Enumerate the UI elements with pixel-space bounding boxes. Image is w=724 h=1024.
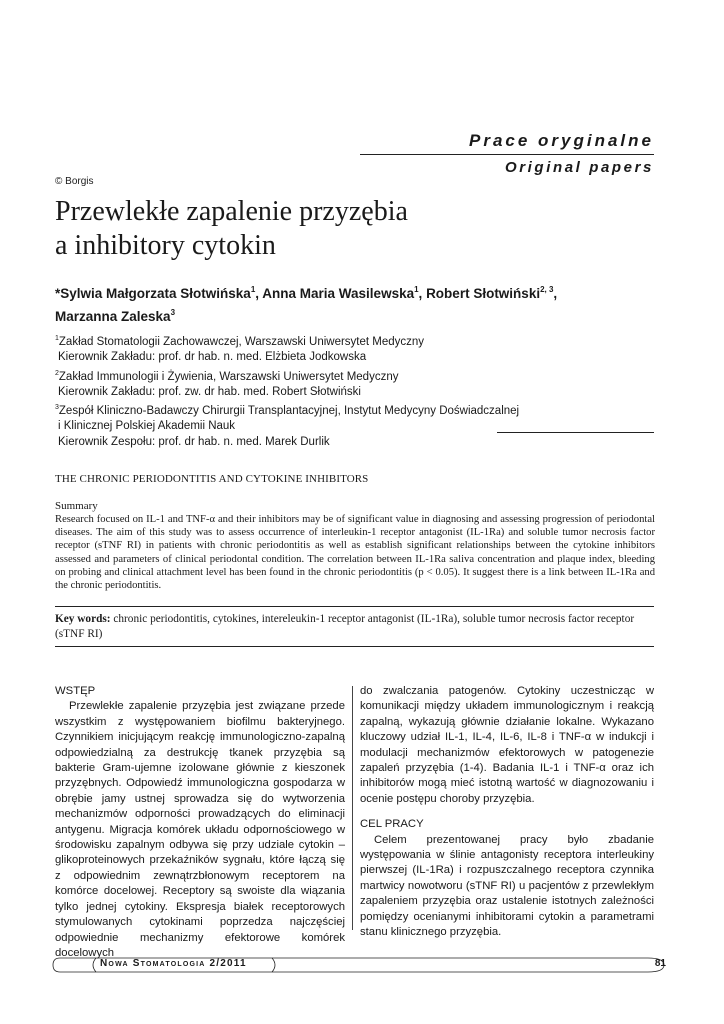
author-name: Marzanna Zaleska — [55, 309, 171, 324]
keywords-bottom-rule — [55, 646, 654, 647]
affiliation-1-head: Kierownik Zakładu: prof. dr hab. n. med. Elżbieta Jodkowska — [58, 351, 367, 364]
column-divider — [352, 686, 353, 930]
aim-paragraph: Celem prezentowanej pracy było zbadanie występowania w ślinie antagonisty receptora interleukiny pierwszej (IL-1Ra) i rozpuszczalnego receptora czynnika martwicy nowotworu (sTNF RI) u pacjentów z przewlekłym zapaleniem przyzębia oraz ustalenie istotnych zależności pomiędzy ocenianymi inhibitorami cytokin a parametrami stanu klinicznego przyzębia. — [360, 833, 654, 939]
aim-heading: CEL PRACY — [360, 818, 424, 831]
keywords-top-rule — [55, 606, 654, 607]
affiliation-text: Zakład Stomatologii Zachowawczej, Warszawski Uniwersytet Medyczny — [58, 336, 425, 348]
article-title — [55, 195, 408, 263]
title-line-1: Przewlekłe zapalenie przyzębia — [55, 196, 408, 227]
author-list — [55, 280, 655, 326]
author-name: Robert Słotwiński — [426, 286, 541, 301]
copyright-notice: © Borgis — [55, 176, 94, 187]
affiliation-3-head: Kierownik Zespołu: prof. dr hab. n. med. Marek Durlik — [58, 435, 330, 448]
body-column-right — [360, 684, 654, 941]
english-title: THE CHRONIC PERIODONTITIS AND CYTOKINE INHIBITORS — [55, 473, 369, 485]
journal-name: Nowa Stomatologia 2/2011 — [100, 958, 247, 969]
intro-paragraph: Przewlekłe zapalenie przyzębia jest związane przede wszystkim z występowaniem biofilmu bakteryjnego. Czynnikiem inicjującym reakcję immunologiczno-zapalną odpowiedzialną za destrukcję tkanek przyzębia są bakterie Gram-ujemne izolowane głównie z kieszonek przyzębnych. Odpowiedź immunologiczna gospodarza w obrębie jamy ustnej sprowadza się do wytworzenia mechanizmów odporności prowadzących do eliminacji antygenu. Migracja komórek układu odpornościowego w środowisku zapalnym odbywa się przy udziale cytokin – glikoproteinowych przekaźników sygnału, które łączą się z odpowiednim zewnątrzbłonowym receptorem na komórce docelowej. Receptory są swoiste dla wiązania tylko jednej cytokiny. Ekspresja białek receptorowych stymulowanych cytokinami poprzedza najczęściej odpowiednie mechanizmy efektorowe komórek docelowych — [55, 700, 345, 959]
affiliation-divider — [497, 432, 654, 433]
body-column-left — [55, 684, 345, 961]
affiliation-mark: 1 — [55, 335, 59, 342]
title-line-2: a inhibitory cytokin — [55, 230, 276, 261]
author-name: Anna Maria Wasilewska — [262, 286, 415, 301]
affiliation-mark: 3 — [55, 404, 59, 412]
affiliation-1 — [55, 331, 519, 350]
author-separator: , — [553, 286, 558, 301]
keywords-label: Key words: — [55, 613, 111, 625]
section-label-english: Original papers — [504, 159, 654, 176]
author-affiliation-mark: 3 — [170, 308, 176, 317]
author-name: *Sylwia Małgorzata Słotwińska — [55, 286, 251, 301]
keywords-text: chronic periodontitis, cytokines, intereleukin-1 receptor antagonist (IL-1Ra), soluble tumor necrosis factor receptor (sTNF RI) — [55, 613, 635, 640]
author-affiliation-mark: 1 — [250, 285, 256, 294]
author-affiliation-mark: 1 — [414, 285, 419, 294]
affiliation-3 — [55, 400, 519, 419]
affiliation-3-continuation: i Klinicznej Polskiej Akademii Nauk — [58, 420, 236, 433]
affiliation-text: Zespół Kliniczno-Badawczy Chirurgii Transplantacyjnej, Instytut Medycyny Doświadczalnej — [58, 405, 520, 418]
intro-heading: WSTĘP — [55, 685, 96, 697]
author-separator: , — [418, 286, 427, 301]
affiliation-2 — [55, 366, 519, 385]
affiliations — [55, 331, 519, 450]
summary-heading: Summary — [55, 500, 98, 512]
page-number: 81 — [654, 958, 666, 969]
intro-paragraph-continued: do zwalczania patogenów. Cytokiny uczestnicząc w komunikacji między układem immunologicznym i reakcją zapalną, wykazują głównie działanie lokalne. Wykazano kluczowy udział IL-1, IL-4, IL-6, IL-8 i TNF-α w indukcji i modulacji mechanizmów efektorowych w patogenezie zapaleń przyzębia (1-4). Badania IL-1 i TNF-α oraz ich inhibitorów mogą mieć istotną wartość w diagnozowaniu i ocenie postępu choroby przyzębia. — [360, 685, 654, 805]
author-separator: , — [255, 286, 263, 301]
affiliation-mark: 2 — [55, 369, 59, 377]
affiliation-2-head: Kierownik Zakładu: prof. zw. dr hab. med. Robert Słotwiński — [58, 385, 361, 398]
summary-text: Research focused on IL-1 and TNF-α and their inhibitors may be of significant value in diagnosing and assessing progression of periodontal diseases. The aim of this study was to assess occurrence of interleukin-1 receptor antagonist (IL-1Ra) and soluble tumor necrosis factor receptor (sTNF RI) in patients with chronic periodontitis as well as establish significant relationships between the cytokine inhibitors assessed and parameters of clinical periodontal condition. The correlation between IL-1Ra saliva concentration and plaque index, bleeding on probing and clinical attachment level has been found in the chronic periodontitis (p < 0.05). It suggest there is a link between IL-1Ra and the chronic periodontitis. — [55, 514, 655, 592]
section-label-polish: Prace oryginalne — [468, 131, 654, 150]
section-divider — [360, 154, 654, 155]
affiliation-text: Zakład Immunologii i Żywienia, Warszawski Uniwersytet Medyczny — [58, 370, 399, 383]
keywords — [55, 612, 655, 641]
author-affiliation-mark: 2, 3 — [540, 285, 554, 294]
